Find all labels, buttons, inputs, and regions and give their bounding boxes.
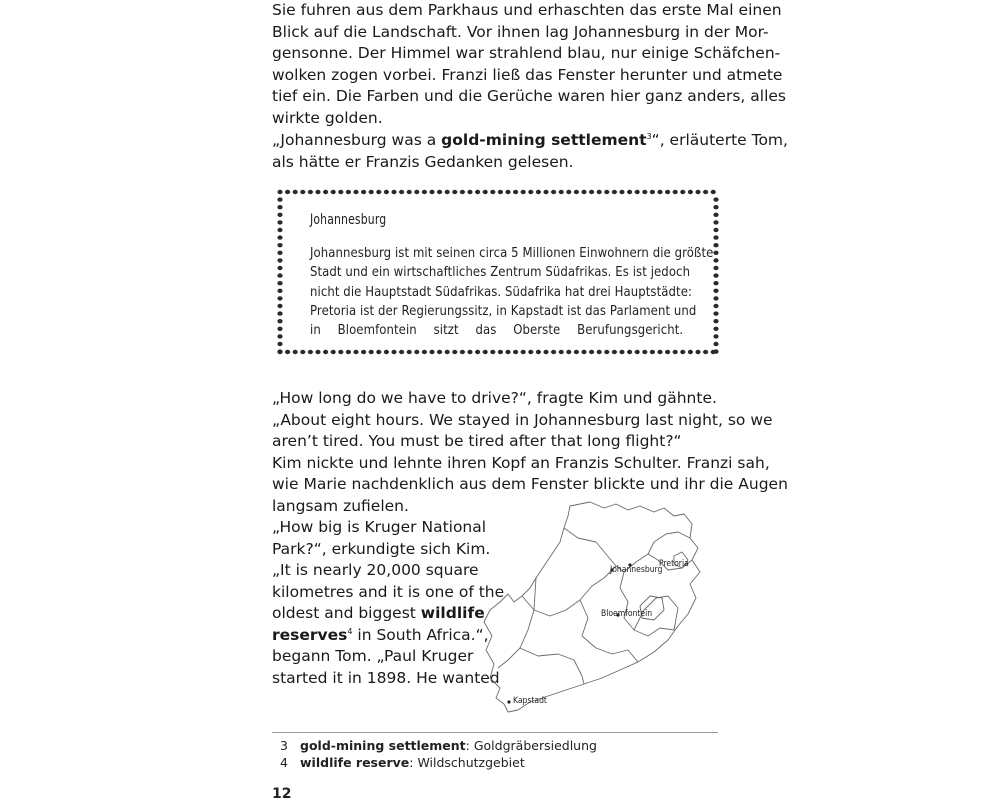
province-border (498, 578, 536, 668)
border-dot (713, 281, 718, 285)
border-dot (315, 350, 320, 354)
term-gold-mining-settlement: gold-mining settlement (441, 131, 647, 149)
border-dot (445, 350, 450, 354)
border-dot (713, 266, 718, 270)
border-dot (353, 190, 358, 194)
page-number: 12 (272, 786, 292, 802)
border-dot (277, 251, 282, 255)
border-dot (528, 190, 533, 194)
info-box-body (310, 244, 714, 340)
border-dot (657, 350, 662, 354)
text-line: wirkte golden. (272, 108, 383, 127)
border-dot (422, 190, 427, 194)
border-dot (293, 190, 298, 194)
border-dot (323, 190, 328, 194)
border-dot (277, 296, 282, 300)
border-dot (713, 289, 718, 293)
border-dot (713, 235, 718, 239)
border-dot (612, 350, 617, 354)
border-dot (467, 350, 472, 354)
border-dot (695, 350, 700, 354)
border-dot (277, 319, 282, 323)
border-dot (574, 350, 579, 354)
border-dot (713, 258, 718, 262)
border-dot (384, 350, 389, 354)
border-dot (300, 350, 305, 354)
border-dot (650, 350, 655, 354)
info-line: nicht die Hauptstadt Südafrikas. Südafrika hat drei Hauptstädte: (310, 283, 693, 300)
border-dot (277, 243, 282, 247)
info-box-johannesburg (276, 188, 720, 356)
border-dot (437, 190, 442, 194)
province-border (620, 572, 674, 636)
border-dot (300, 190, 305, 194)
border-dot (551, 190, 556, 194)
footnote-ref-4: 4 (347, 626, 353, 636)
city-label-kapstadt: Kapstadt (513, 696, 547, 706)
border-dot (673, 190, 678, 194)
border-dot (498, 190, 503, 194)
border-dot (665, 350, 670, 354)
text-line (272, 130, 788, 152)
border-dot (460, 190, 465, 194)
border-dot (566, 350, 571, 354)
city-label-pretoria: Pretoria (659, 559, 689, 569)
border-dot (551, 350, 556, 354)
text-line: „How big is Kruger National (272, 518, 487, 536)
border-dot (277, 349, 282, 353)
text-line: „How long do we have to drive?“, fragte Kim und gähnte. (272, 389, 717, 407)
border-dot (713, 319, 718, 323)
border-dot (574, 190, 579, 194)
footnote-divider (272, 732, 718, 733)
border-dot (277, 228, 282, 232)
border-dot (713, 342, 718, 346)
border-dot (635, 190, 640, 194)
quote-prefix: „Johannesburg was a (272, 131, 442, 149)
paragraph-landscape (272, 0, 786, 129)
border-dot (452, 190, 457, 194)
border-dot (680, 350, 685, 354)
text-line: „About eight hours. We stayed in Johannesburg last night, so we (272, 410, 773, 429)
border-dot (331, 350, 336, 354)
border-dot (543, 350, 548, 354)
border-dot (277, 266, 282, 270)
footnote-term: wildlife reserve (300, 755, 410, 770)
border-dot (536, 350, 541, 354)
border-dot (277, 342, 282, 346)
border-dot (688, 350, 693, 354)
border-dot (650, 190, 655, 194)
border-dot (673, 350, 678, 354)
border-dot (635, 350, 640, 354)
border-dot (713, 243, 718, 247)
border-dot (528, 350, 533, 354)
border-dot (338, 190, 343, 194)
map-outline (478, 498, 728, 718)
border-dot (589, 190, 594, 194)
border-dot (713, 197, 718, 201)
border-dot (399, 350, 404, 354)
border-dot (376, 350, 381, 354)
text-line: wolken zogen vorbei. Franzi ließ das Fenster herunter und atmete (272, 65, 783, 84)
text-line: wie Marie nachdenklich aus dem Fenster blickte und ihr die Augen (272, 475, 788, 493)
border-dot (331, 190, 336, 194)
border-dot (688, 190, 693, 194)
border-dot (695, 190, 700, 194)
border-dot (713, 251, 718, 255)
border-dot (642, 190, 647, 194)
border-dot (467, 190, 472, 194)
border-dot (277, 334, 282, 338)
border-dot (703, 190, 708, 194)
footnote-number: 3 (280, 738, 288, 753)
border-dot (475, 350, 480, 354)
border-dot (713, 334, 718, 338)
border-dot (277, 190, 282, 194)
border-dot (642, 350, 647, 354)
paragraph-kruger-park (272, 517, 505, 689)
text-line: als hätte er Franzis Gedanken gelesen. (272, 152, 574, 171)
border-dot (713, 311, 718, 315)
text-run: oldest and biggest (272, 604, 421, 622)
border-dot (414, 350, 419, 354)
border-dot (680, 190, 685, 194)
border-dot (713, 304, 718, 308)
border-dot (597, 350, 602, 354)
province-border (648, 532, 690, 554)
footnote-ref-3: 3 (646, 132, 652, 141)
border-dot (353, 350, 358, 354)
border-dot (452, 350, 457, 354)
border-dot (445, 190, 450, 194)
city-label-johannesburg: Johannesburg (610, 565, 663, 575)
footnote-separator: : (409, 755, 418, 770)
border-dot (308, 190, 313, 194)
quote-suffix: “, erläuterte Tom, (651, 131, 788, 149)
border-dot (346, 350, 351, 354)
text-run: in South Africa.“, (352, 625, 489, 644)
border-dot (315, 190, 320, 194)
border-dot (665, 190, 670, 194)
border-dot (429, 350, 434, 354)
border-dot (460, 350, 465, 354)
border-dot (513, 190, 518, 194)
city-dot-kapstadt (507, 700, 510, 703)
border-dot (369, 190, 374, 194)
border-dot (490, 350, 495, 354)
info-line: in Bloemfontein sitzt das Oberste Berufungsgericht. (310, 322, 684, 339)
border-dot (490, 190, 495, 194)
text-line (272, 603, 485, 625)
text-line (272, 625, 489, 647)
border-dot (483, 190, 488, 194)
border-dot (589, 350, 594, 354)
text-line: aren’t tired. You must be tired after that long flight?“ (272, 432, 682, 450)
text-line: begann Tom. „Paul Kruger (272, 647, 474, 665)
border-dot (391, 190, 396, 194)
border-dot (483, 350, 488, 354)
border-dot (422, 350, 427, 354)
border-dot (361, 350, 366, 354)
text-line: started it in 1898. He wanted (272, 668, 500, 687)
border-dot (627, 190, 632, 194)
footnote-number: 4 (280, 755, 288, 770)
border-dot (713, 273, 718, 277)
border-dot (612, 190, 617, 194)
border-dot (713, 296, 718, 300)
border-dot (713, 327, 718, 331)
border-dot (521, 350, 526, 354)
border-dot (713, 213, 718, 217)
border-dot (543, 190, 548, 194)
border-dot (277, 311, 282, 315)
border-dot (414, 190, 419, 194)
border-dot (505, 350, 510, 354)
text-line: langsam zufielen. (272, 496, 409, 515)
border-dot (277, 220, 282, 224)
border-dot (711, 190, 716, 194)
paragraph-gold-mining (272, 130, 788, 173)
border-dot (277, 273, 282, 277)
border-dot (308, 350, 313, 354)
footnote-translation: Wildschutzgebiet (417, 755, 525, 770)
border-dot (566, 190, 571, 194)
border-dot (513, 350, 518, 354)
border-dot (277, 304, 282, 308)
info-line: Johannesburg ist mit seinen circa 5 Millionen Einwohnern die größte (310, 245, 714, 261)
border-dot (703, 350, 708, 354)
text-line: tief ein. Die Farben und die Gerüche waren hier ganz anders, alles (272, 87, 786, 105)
footnote-translation: Goldgräbersiedlung (473, 738, 597, 753)
text-line: Kim nickte und lehnte ihren Kopf an Franzis Schulter. Franzi sah, (272, 453, 770, 472)
border-dot (581, 350, 586, 354)
text-line: „It is nearly 20,000 square (272, 561, 479, 579)
border-dot (407, 190, 412, 194)
border-dot (604, 350, 609, 354)
footnote-3 (280, 738, 597, 754)
south-africa-map (478, 498, 728, 718)
text-line: gensonne. Der Himmel war strahlend blau, nur einige Schäfchen- (272, 44, 781, 62)
border-dot (429, 190, 434, 194)
border-dot (293, 350, 298, 354)
border-dot (597, 190, 602, 194)
text-line: Blick auf die Landschaft. Vor ihnen lag Johannesburg in der Mor- (272, 22, 769, 41)
border-dot (277, 289, 282, 293)
border-dot (498, 350, 503, 354)
city-label-bloemfontein: Bloemfontein (601, 609, 653, 619)
border-dot (627, 350, 632, 354)
border-dot (657, 190, 662, 194)
text-line: Sie fuhren aus dem Parkhaus und erhaschten das erste Mal einen (272, 1, 782, 19)
border-dot (346, 190, 351, 194)
border-dot (559, 190, 564, 194)
border-dot (619, 350, 624, 354)
border-dot (604, 190, 609, 194)
border-dot (285, 190, 290, 194)
info-line: Stadt und ein wirtschaftliches Zentrum Südafrikas. Es ist jedoch (310, 264, 691, 281)
border-dot (277, 258, 282, 262)
border-dot (505, 190, 510, 194)
border-dot (559, 350, 564, 354)
border-dot (475, 190, 480, 194)
border-dot (376, 190, 381, 194)
border-dot (277, 235, 282, 239)
border-dot (536, 190, 541, 194)
province-border (520, 648, 584, 684)
border-dot (285, 350, 290, 354)
border-dot (277, 327, 282, 331)
footnote-separator: : (465, 738, 474, 753)
border-dot (338, 350, 343, 354)
info-box-title: Johannesburg (310, 212, 387, 228)
border-dot (277, 213, 282, 217)
border-dot (437, 350, 442, 354)
border-dot (619, 190, 624, 194)
border-dot (369, 350, 374, 354)
info-line: Pretoria ist der Regierungssitz, in Kapstadt ist das Parlament und (310, 302, 697, 319)
border-dot (581, 190, 586, 194)
border-dot (391, 350, 396, 354)
border-dot (361, 190, 366, 194)
term-reserves: reserves (272, 625, 348, 644)
border-dot (713, 220, 718, 224)
border-dot (277, 197, 282, 201)
border-dot (399, 190, 404, 194)
border-dot (713, 349, 718, 353)
term-wildlife: wildlife (420, 604, 485, 622)
text-line: kilometres and it is one of the (272, 582, 505, 601)
border-dot (384, 190, 389, 194)
footnote-4 (280, 755, 525, 771)
border-dot (277, 205, 282, 209)
border-dot (713, 228, 718, 232)
border-dot (407, 350, 412, 354)
text-line: Park?“, erkundigte sich Kim. (272, 539, 491, 558)
border-dot (713, 205, 718, 209)
footnote-term: gold-mining settlement (300, 738, 466, 753)
border-dot (323, 350, 328, 354)
border-dot (521, 190, 526, 194)
border-dot (277, 281, 282, 285)
